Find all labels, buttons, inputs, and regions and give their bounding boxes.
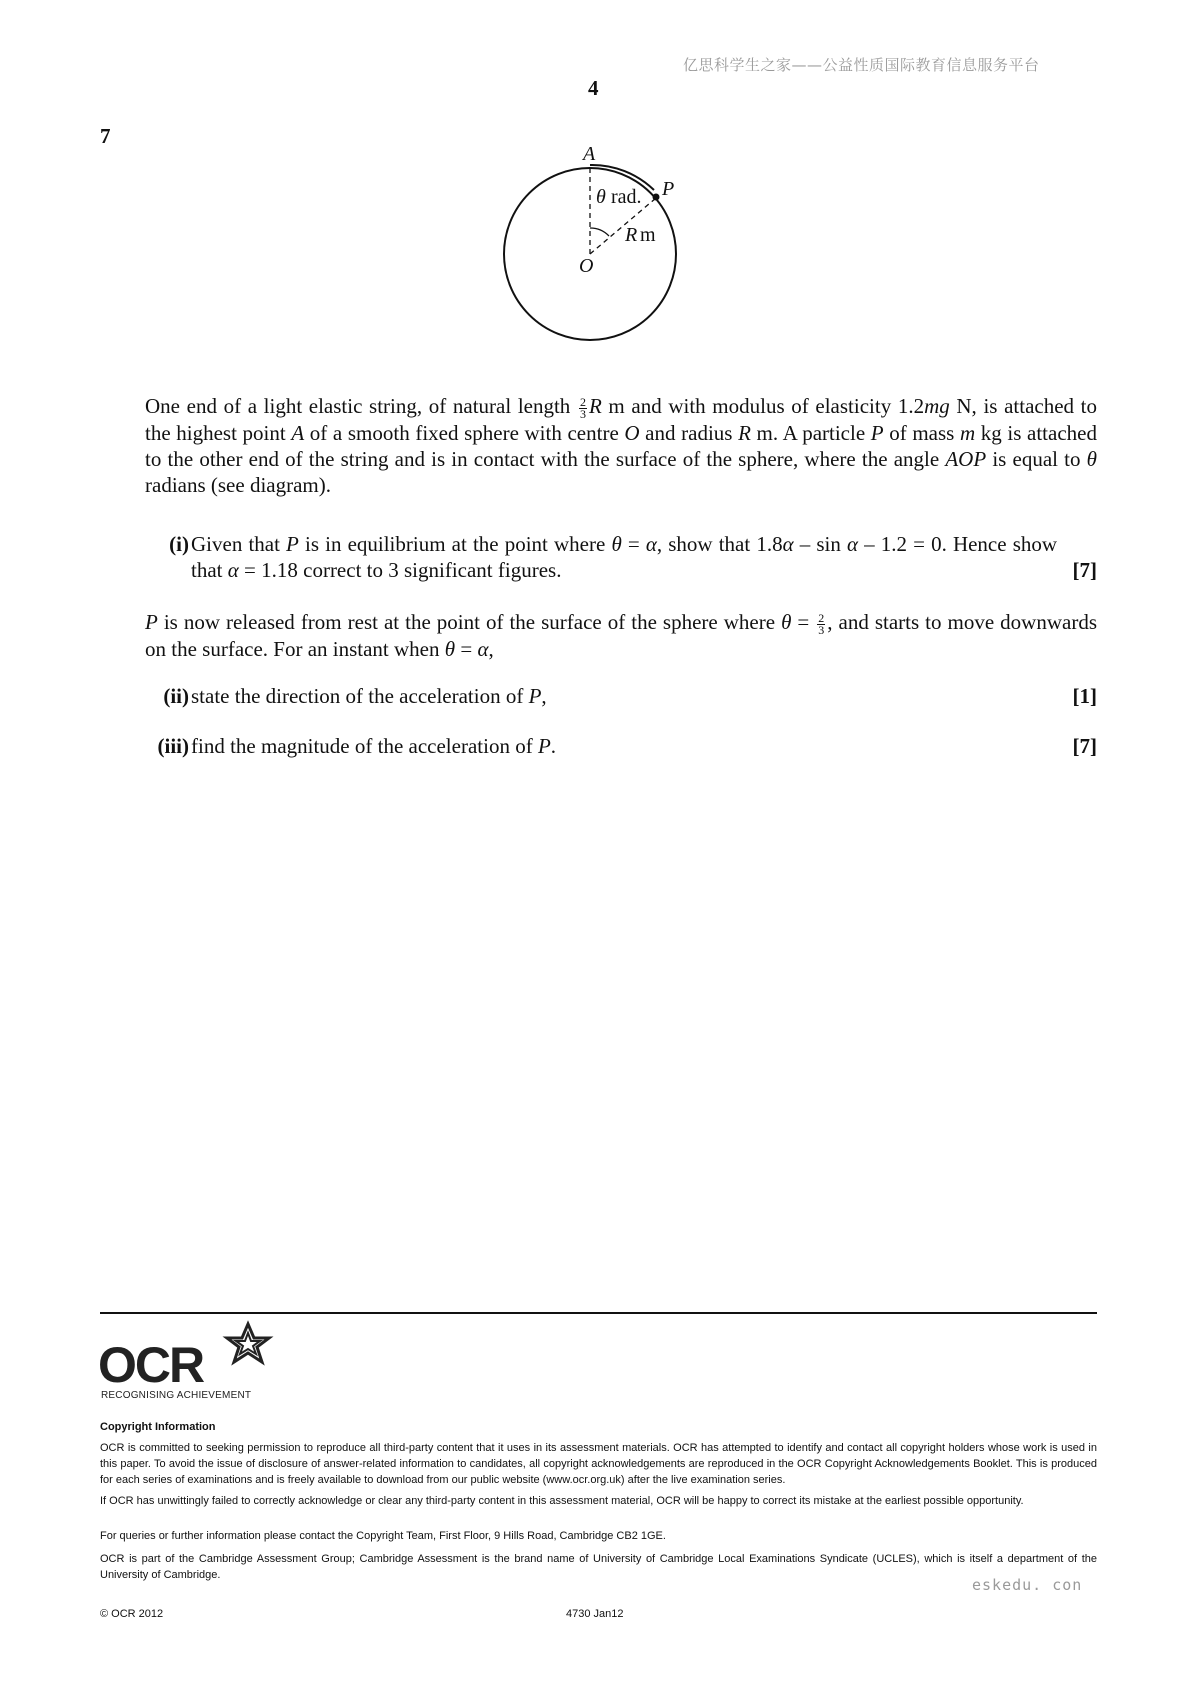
copyright-paragraph-3: For queries or further information please contact the Copyright Team, First Floor, 9 Hills Road, Cambridge CB2 1GE. bbox=[100, 1530, 666, 1542]
question-continuation: P is now released from rest at the point of the surface of the sphere where θ = $\frac{2}{3}$ , and starts to move downwards on the surface. For an instant when θ = α, bbox=[145, 610, 1097, 661]
copyright-year: © OCR 2012 bbox=[100, 1608, 164, 1620]
ocr-logo-text: OCR bbox=[98, 1337, 204, 1388]
question-intro: One end of a light elastic string, of natural length $\frac{2}{3}$ R m and with modulus of elasticity 1.2mg N, is attached to the highest point A of a smooth fixed sphere with centre O and radius R m. A particle P of mass m kg is attached to the other end of the string and is in contact with the surface of the sphere, where the angle AOP is equal to θ radians (see diagram). bbox=[145, 394, 1097, 497]
sphere-diagram bbox=[490, 140, 690, 350]
fraction-two-thirds-angle: $\frac{2}{3}$ bbox=[818, 610, 825, 637]
angle-arc bbox=[590, 228, 609, 236]
paper-code: 4730 Jan12 bbox=[566, 1608, 624, 1620]
copyright-paragraph-2: If OCR has unwittingly failed to correctly acknowledge or clear any third-party content in this assessment material, OCR will be happy to correct its mistake at the earliest possible opportunity. bbox=[100, 1495, 1024, 1507]
ocr-logo bbox=[98, 1320, 278, 1388]
label-A: A bbox=[583, 143, 596, 165]
part-ii-label: (ii) bbox=[163, 684, 189, 708]
ocr-star-icon bbox=[227, 1324, 269, 1362]
label-rad: rad. bbox=[611, 186, 642, 208]
label-m: m bbox=[640, 224, 656, 246]
fraction-two-thirds: $\frac{2}{3}$ bbox=[579, 394, 586, 421]
logo-tagline: RECOGNISING ACHIEVEMENT bbox=[101, 1390, 252, 1401]
label-O: O bbox=[579, 255, 594, 277]
copyright-paragraph-1: OCR is committed to seeking permission to reproduce all third-party content that it uses in its assessment materials. OCR has attempted to identify and contact all copyright holders whose work is used in this paper. To avoid the issue of disclosure of answer-related information to candidates, all copyright acknowledgements are reproduced in the OCR Copyright Acknowledgements Booklet. This is produced for each series of examinations and is freely available to download from our public website (www.ocr.org.uk) after the live examination series. bbox=[100, 1442, 1097, 1486]
part-iii-text: find the magnitude of the acceleration of P. bbox=[191, 734, 557, 758]
label-P: P bbox=[662, 178, 675, 200]
watermark-header: 亿思科学生之家——公益性质国际教育信息服务平台 bbox=[683, 56, 1040, 74]
part-ii bbox=[145, 683, 1097, 709]
part-i-text: Given that P is in equilibrium at the point where θ = α, show that 1.8α – sin α – 1.2 = 0. Hence show that α = 1.18 correct to 3 significant figures. bbox=[191, 532, 1058, 582]
part-ii-marks: [1] bbox=[1072, 684, 1097, 708]
part-ii-text: state the direction of the acceleration of P, bbox=[191, 684, 547, 708]
part-i-marks: [7] bbox=[1072, 558, 1097, 582]
question-number: 7 bbox=[100, 124, 111, 148]
part-iii-label: (iii) bbox=[157, 734, 189, 758]
footer-rule bbox=[100, 1312, 1097, 1314]
copyright-paragraph-4: OCR is part of the Cambridge Assessment Group; Cambridge Assessment is the brand name of University of Cambridge Local Examinations Syndicate (UCLES), which is itself a department of the University of Cambridge. bbox=[100, 1553, 1097, 1581]
watermark-footer: eskedu. con bbox=[972, 1576, 1083, 1594]
part-i-label: (i) bbox=[169, 532, 189, 556]
part-iii bbox=[145, 733, 1097, 759]
label-R: R bbox=[625, 224, 638, 246]
label-theta: θ bbox=[596, 186, 606, 208]
page-number: 4 bbox=[588, 76, 599, 100]
part-iii-marks: [7] bbox=[1072, 734, 1097, 758]
part-i bbox=[145, 531, 1097, 583]
particle-P bbox=[653, 194, 660, 201]
copyright-heading: Copyright Information bbox=[100, 1421, 216, 1433]
